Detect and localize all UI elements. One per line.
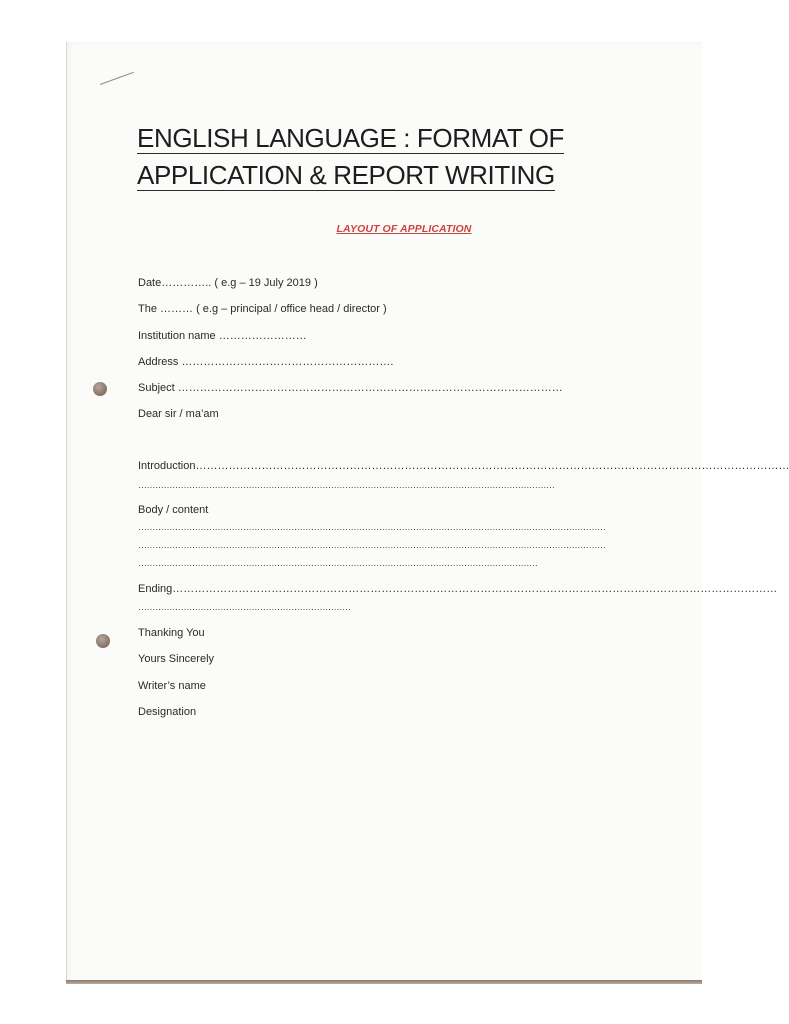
body-label: Body / content [138, 504, 209, 516]
punch-hole-bottom [96, 634, 110, 648]
closing-sincerely: Yours Sincerely [138, 653, 215, 665]
introduction-field: Introduction……………………………………………………………………………………………………………………………………………… [138, 460, 789, 472]
designation: Designation [138, 706, 197, 718]
address-field: Address …………………………………………………. [138, 356, 394, 368]
body-line-1: ………………………………………………………………………………………………………………………………………………… [138, 522, 606, 532]
introduction-continuation: ………………………………………………………………………………………………………………………………… [138, 480, 555, 490]
ending-field: Ending………………………………………………………………………………………………………………………………………………… [138, 583, 778, 595]
section-heading: LAYOUT OF APPLICATION [336, 223, 472, 235]
ending-continuation: ………………………………………………………………… [138, 602, 351, 612]
institution-field: Institution name …………………… [138, 330, 307, 342]
document-title [137, 120, 657, 194]
salutation: Dear sir / ma’am [138, 408, 219, 420]
body-line-2: ………………………………………………………………………………………………………………………………………………… [138, 540, 606, 550]
paper-left-edge [66, 42, 67, 982]
date-field: Date………….. ( e.g – 19 July 2019 ) [138, 277, 318, 289]
title-line-1: ENGLISH LANGUAGE : FORMAT OF [137, 123, 565, 153]
body-line-3: …………………………………………………………………………………………………………………………… [138, 558, 538, 568]
recipient-field: The ……… ( e.g – principal / office head / director ) [138, 303, 387, 315]
punch-hole-top [93, 382, 107, 396]
closing-thanks: Thanking You [138, 627, 205, 639]
title-line-2: APPLICATION & REPORT WRITING [137, 160, 555, 190]
writer-name: Writer’s name [138, 680, 206, 692]
subject-field: Subject …………………………………………………………………………………………… [138, 382, 563, 394]
paper-bottom-edge [66, 980, 702, 984]
